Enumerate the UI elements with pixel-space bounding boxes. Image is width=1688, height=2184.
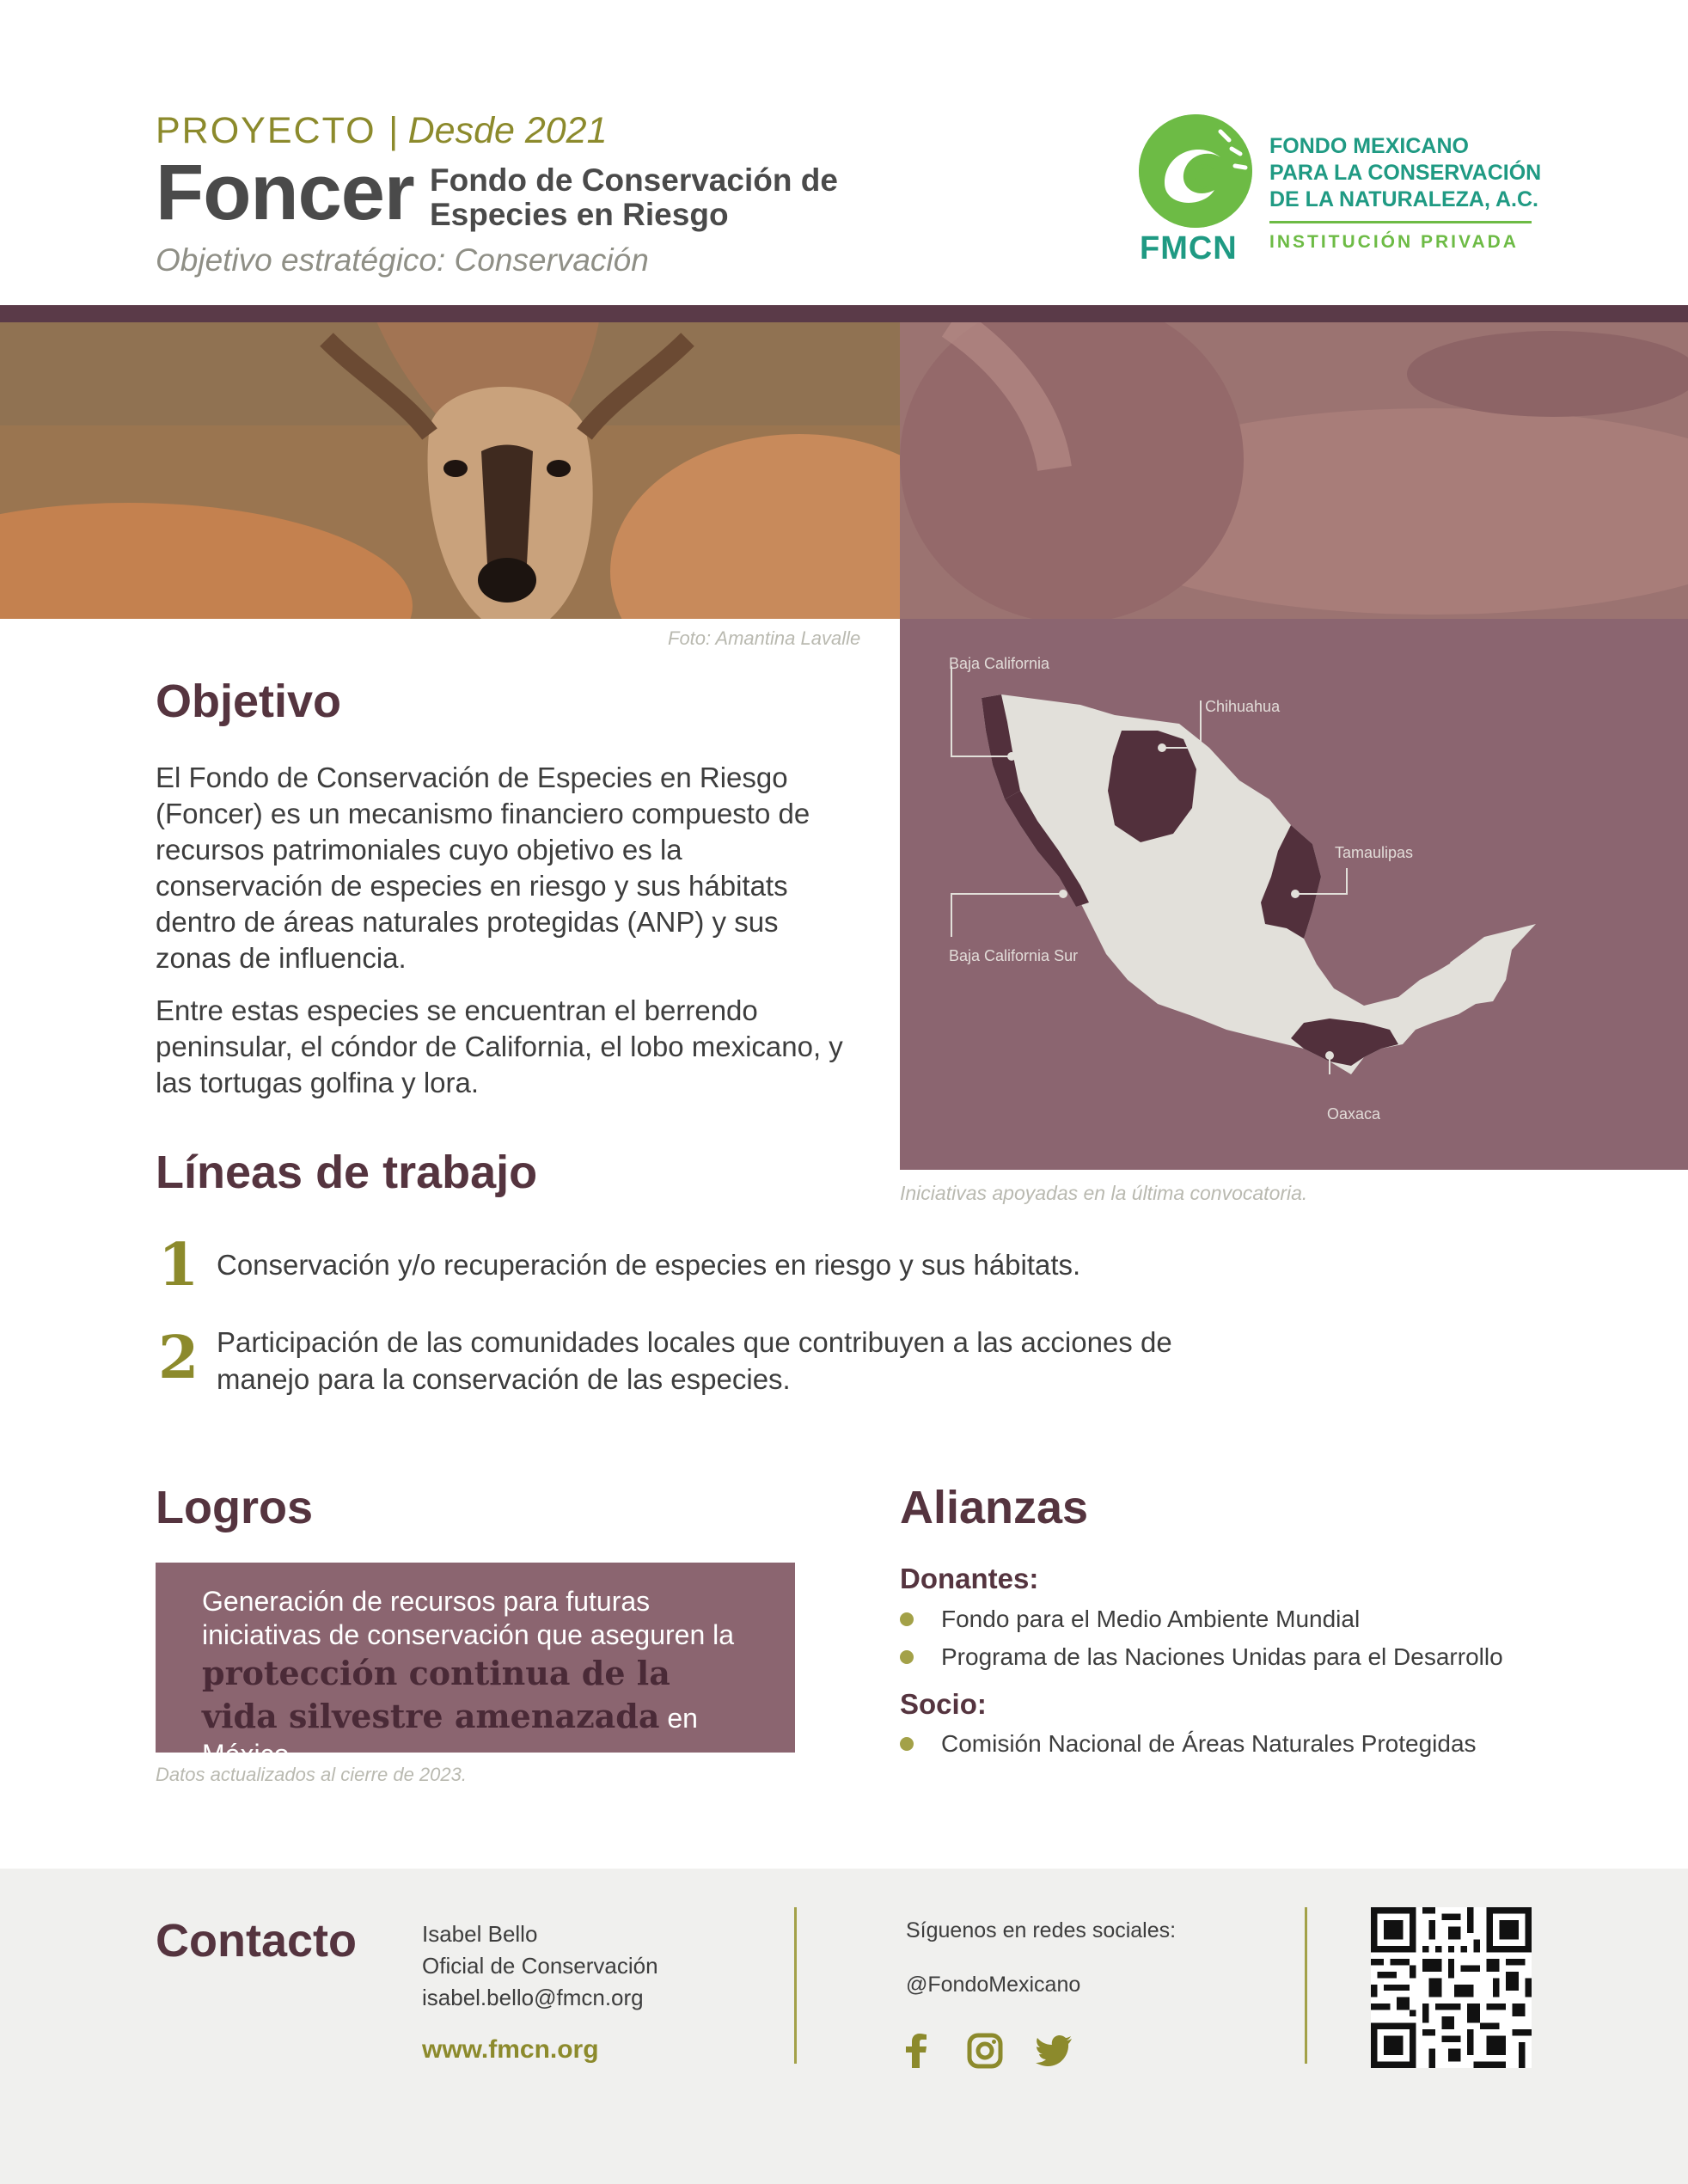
donante-item: Programa de las Naciones Unidas para el Desarrollo bbox=[941, 1643, 1503, 1670]
bullet-icon bbox=[900, 1737, 914, 1751]
objetivo-heading: Objetivo bbox=[156, 676, 342, 727]
donante-item: Fondo para el Medio Ambiente Mundial bbox=[941, 1606, 1361, 1632]
line-number: 2 bbox=[158, 1324, 199, 1392]
contact-info bbox=[422, 1918, 658, 2014]
instagram-icon[interactable] bbox=[964, 2030, 1006, 2071]
page-title: Foncer bbox=[156, 149, 414, 236]
header-band bbox=[0, 305, 1688, 322]
strategic-objective: Objetivo estratégico: Conservación bbox=[156, 242, 649, 278]
map-label-tamaulipas: Tamaulipas bbox=[1335, 844, 1414, 861]
mexico-map bbox=[900, 619, 1688, 1170]
contact-email[interactable]: isabel.bello@fmcn.org bbox=[422, 1985, 644, 2010]
page-subtitle: Fondo de Conservación de Especies en Riesgo bbox=[430, 162, 838, 232]
contact-name: Isabel Bello bbox=[422, 1921, 538, 1947]
project-kicker bbox=[156, 110, 608, 152]
logo-acronym: FMCN bbox=[1140, 230, 1238, 266]
line-item-text: Participación de las comunidades locales que contribuyen a las acciones de manejo para la conservación de las especies. bbox=[217, 1326, 1172, 1395]
logo-name-line: FONDO MEXICANO bbox=[1269, 134, 1469, 158]
logros-emphasis: protección continua de la vida silvestre amenazada bbox=[202, 1654, 670, 1735]
map-label-baja-california-sur: Baja California Sur bbox=[949, 947, 1079, 964]
pronghorn-photo-tinted bbox=[900, 322, 1688, 619]
follow-label: Síguenos en redes sociales: bbox=[906, 1918, 1177, 1942]
socio-item: Comisión Nacional de Áreas Naturales Protegidas bbox=[941, 1730, 1477, 1757]
objetivo-paragraph: Entre estas especies se encuentran el berrendo peninsular, el cóndor de California, el lobo mexicano, y las tortugas golfina y lora. bbox=[156, 994, 843, 1098]
mexico-land bbox=[984, 694, 1510, 1074]
lineas-heading: Líneas de trabajo bbox=[156, 1147, 538, 1198]
logros-note: Datos actualizados al cierre de 2023. bbox=[156, 1764, 467, 1785]
website-link[interactable]: www.fmcn.org bbox=[422, 2035, 599, 2064]
pronghorn-photo bbox=[0, 322, 900, 619]
footer-divider bbox=[1305, 1907, 1307, 2064]
logo-name-line: DE LA NATURALEZA, A.C. bbox=[1269, 187, 1538, 211]
contacto-heading: Contacto bbox=[156, 1915, 357, 1967]
logros-heading: Logros bbox=[156, 1482, 313, 1533]
contact-role: Oficial de Conservación bbox=[422, 1953, 658, 1979]
project-since: | Desde 2021 bbox=[388, 110, 608, 151]
photo-credit: Foto: Amantina Lavalle bbox=[668, 627, 861, 649]
line-item-text: Conservación y/o recuperación de especies en riesgo y sus hábitats. bbox=[217, 1249, 1081, 1281]
logo-name bbox=[1269, 133, 1541, 213]
fmcn-logo-icon bbox=[1139, 114, 1252, 228]
project-label: PROYECTO bbox=[156, 110, 376, 151]
logo-name-line: PARA LA CONSERVACIÓN bbox=[1269, 161, 1542, 185]
map-label-oaxaca: Oaxaca bbox=[1327, 1105, 1381, 1123]
logros-text: Generación de recursos para futuras iniciativas de conservación que aseguren la bbox=[202, 1586, 735, 1650]
map-label-baja-california: Baja California bbox=[949, 655, 1050, 672]
logros-box bbox=[156, 1563, 795, 1770]
line-number: 1 bbox=[158, 1231, 199, 1300]
donantes-label: Donantes: bbox=[900, 1563, 1039, 1594]
facebook-icon[interactable] bbox=[896, 2030, 937, 2071]
bullet-icon bbox=[900, 1650, 914, 1664]
objetivo-paragraph: El Fondo de Conservación de Especies en Riesgo (Foncer) es un mecanismo financiero compuesto de recursos patrimoniales cuyo objetivo es la conservación de especies en riesgo y sus hábitats dentro de áreas naturales protegidas (ANP) y sus zonas de influencia. bbox=[156, 762, 810, 974]
map-label-chihuahua: Chihuahua bbox=[1205, 698, 1281, 715]
map-caption: Iniciativas apoyadas en la última convocatoria. bbox=[900, 1182, 1308, 1204]
footer-divider bbox=[794, 1907, 797, 2064]
bullet-icon bbox=[900, 1612, 914, 1626]
social-handle[interactable]: @FondoMexicano bbox=[906, 1973, 1081, 1997]
alianzas-heading: Alianzas bbox=[900, 1482, 1089, 1533]
qr-code-icon[interactable] bbox=[1371, 1907, 1532, 2068]
logros-text-end: en México. bbox=[202, 1703, 698, 1770]
twitter-icon[interactable] bbox=[1033, 2030, 1074, 2071]
logo-institution: INSTITUCIÓN PRIVADA bbox=[1269, 232, 1519, 252]
logo-divider bbox=[1269, 221, 1532, 223]
socio-label: Socio: bbox=[900, 1688, 987, 1720]
